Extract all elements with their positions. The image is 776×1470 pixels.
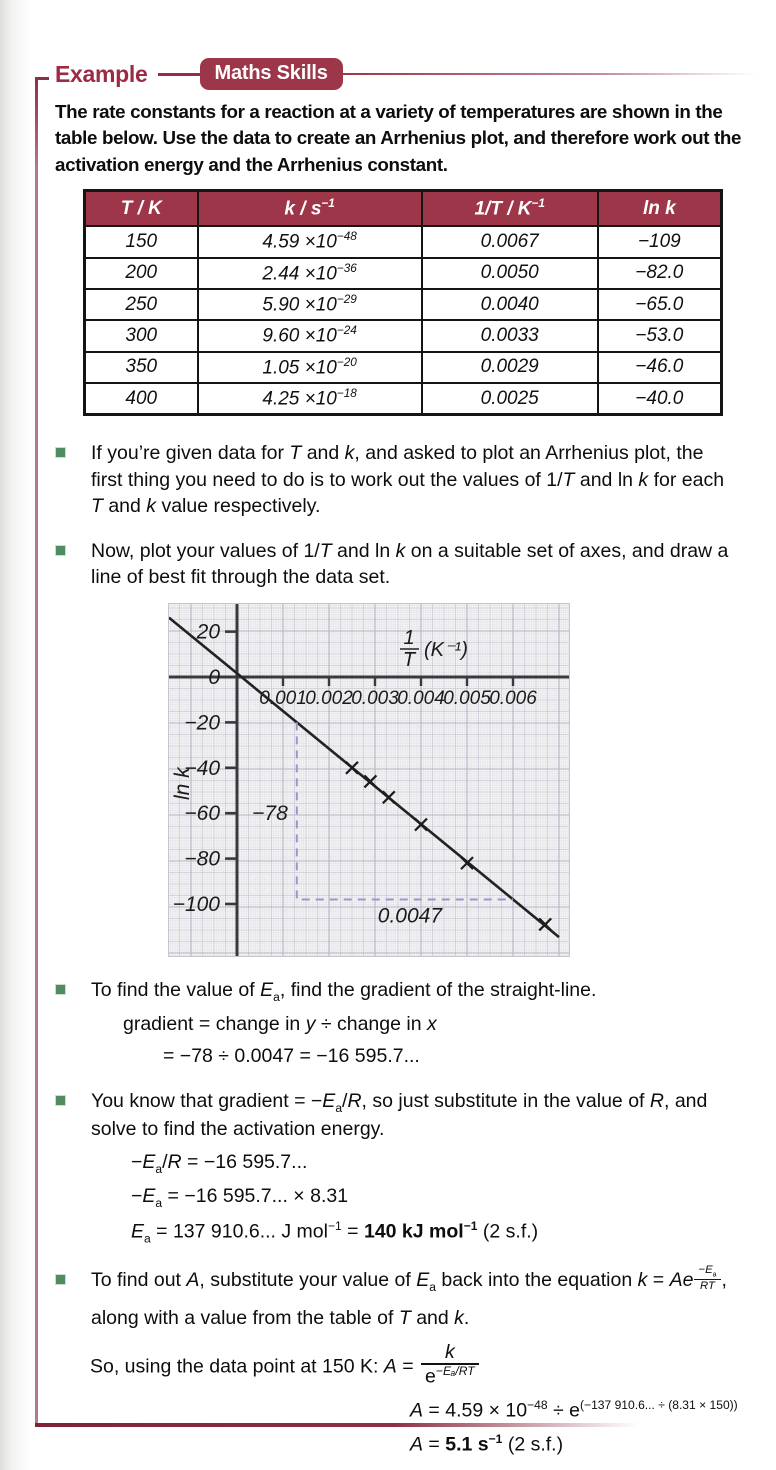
example-dash <box>158 73 200 76</box>
table-header-row <box>85 190 722 226</box>
table-cell: $4.59 \times 10^{-48}$ <box>198 226 422 257</box>
table-cell: −109 <box>598 226 722 257</box>
table-cell: −46.0 <box>598 352 722 383</box>
final-working <box>55 1340 755 1458</box>
header-rule <box>343 73 770 76</box>
bullet-text: You know that gradient = $-E_a/R$, so just substitute in the value of R, and solve to find the activation energy. <box>91 1089 708 1141</box>
x-tick-label: 0.006 <box>489 687 537 709</box>
arrhenius-plot-svg <box>168 603 570 957</box>
table-cell: $2.44 \times 10^{-36}$ <box>198 258 422 289</box>
svg-text:(K⁻¹): (K⁻¹) <box>424 638 468 661</box>
table-cell: 150 <box>85 226 198 257</box>
table-row <box>85 320 722 351</box>
column-header-T: T / K <box>85 190 198 226</box>
equation-line: $A = 4.59 \times 10^{-48} \div e^{(-137 910.6... \div (8.31 \times 150))}$ <box>410 1398 738 1422</box>
table-cell: $9.60 \times 10^{-24}$ <box>198 320 422 351</box>
column-header-lnk: ln k <box>598 190 722 226</box>
bullet-text: To find out A, substitute your value of $E_a$ back into the equation k = Ae $\frac{-E_a}{RT}$ , along with a value from the table of T and k. <box>91 1264 727 1330</box>
maths-skills-badge: Maths Skills <box>200 58 343 90</box>
table-cell: −82.0 <box>598 258 722 289</box>
bullet-item <box>55 1264 755 1332</box>
x-tick-label: 0.001 <box>259 687 307 709</box>
intro-paragraph: The rate constants for a reaction at a variety of temperatures are shown in the table below. Use the data to create an Arrhenius plot, and therefore work out the activation energy and the Arrhenius constant. <box>55 101 742 175</box>
delta-x-label: 0.0047 <box>377 904 443 928</box>
equation-line: $-E_a/R = -16$ 595.7... <box>131 1150 308 1176</box>
y-axis-title: ln k <box>171 767 194 800</box>
bullet-square-icon <box>55 545 66 556</box>
table-cell: $5.90 \times 10^{-29}$ <box>198 289 422 320</box>
bullet-square-icon <box>55 984 66 995</box>
x-tick-label: 0.004 <box>397 687 445 709</box>
y-tick-label: −60 <box>184 802 220 826</box>
equation-line: $E_a = 137$ 910.6... J mol$^{-1}$ = 140 kJ mol$^{-1}$ (2 s.f.) <box>131 1218 539 1246</box>
svg-text:1: 1 <box>403 626 415 649</box>
bullet-square-icon <box>55 447 66 458</box>
bullet-text: If you’re given data for T and k, and asked to plot an Arrhenius plot, the first thing you need to do is to work out the values of 1/T and ln k for each T and k value respectively. <box>91 442 725 518</box>
arrhenius-plot <box>168 603 570 957</box>
table-cell: −40.0 <box>598 383 722 415</box>
table-cell: 300 <box>85 320 198 351</box>
table-row <box>85 226 722 257</box>
bullet-item <box>55 977 755 1070</box>
rate-constant-table <box>83 189 723 416</box>
bullet-item <box>55 1088 755 1247</box>
table-cell: 200 <box>85 258 198 289</box>
column-header-1overT: $1/T / K^{-1}$ <box>422 190 598 226</box>
y-tick-label: 20 <box>196 620 220 644</box>
x-tick-label: 0.005 <box>443 687 491 709</box>
y-tick-label: −100 <box>172 892 220 916</box>
table-cell: $1.05 \times 10^{-20}$ <box>198 352 422 383</box>
bullet-text: To find the value of $E_a$, find the gradient of the straight-line. <box>91 978 597 1004</box>
rate-table-body <box>85 226 722 414</box>
y-tick-label: 0 <box>208 665 220 689</box>
bullet-item <box>55 440 755 520</box>
example-label: Example <box>55 60 148 87</box>
equation-line: A = 5.1 $s^{-1}$ (2 s.f.) <box>410 1432 564 1456</box>
page-edge-shade <box>0 0 30 1470</box>
bullet-square-icon <box>55 1274 66 1285</box>
bullet-text: Now, plot your values of 1/T and ln k on a suitable set of axes, and draw a line of best fit through the data set. <box>91 539 729 589</box>
example-header <box>55 58 770 90</box>
table-row <box>85 289 722 320</box>
delta-y-label: −78 <box>252 801 288 825</box>
x-tick-label: 0.003 <box>351 687 399 709</box>
table-cell: 0.0050 <box>422 258 598 289</box>
equation-line: $-E_a = -16$ 595.7... × 8.31 <box>131 1185 349 1211</box>
example-content <box>55 99 755 1458</box>
table-cell: −65.0 <box>598 289 722 320</box>
bullet-square-icon <box>55 1095 66 1106</box>
table-cell: 400 <box>85 383 198 415</box>
x-tick-label: 0.002 <box>305 687 353 709</box>
svg-text:T: T <box>402 648 416 671</box>
table-cell: 0.0029 <box>422 352 598 383</box>
table-cell: 0.0033 <box>422 320 598 351</box>
column-header-k: k / $s^{-1}$ <box>198 190 422 226</box>
table-row <box>85 383 722 415</box>
equation-line: gradient = change in y ÷ change in x <box>123 1013 437 1036</box>
equation-line: = −78 ÷ 0.0047 = −16 595.7... <box>163 1045 420 1068</box>
table-cell: $4.25 \times 10^{-18}$ <box>198 383 422 415</box>
table-cell: 0.0025 <box>422 383 598 415</box>
table-cell: −53.0 <box>598 320 722 351</box>
frame-corner-bracket <box>35 77 49 80</box>
table-row <box>85 258 722 289</box>
table-cell: 0.0067 <box>422 226 598 257</box>
y-tick-label: −20 <box>184 711 220 735</box>
table-cell: 350 <box>85 352 198 383</box>
table-cell: 250 <box>85 289 198 320</box>
table-cell: 0.0040 <box>422 289 598 320</box>
y-tick-label: −80 <box>184 847 220 871</box>
frame-left-border <box>35 77 38 1426</box>
equation-line: So, using the data point at 150 K: A = $\frac{k}{e^{-E_a/RT}}$ <box>90 1344 755 1390</box>
y-tick-label: −40 <box>184 756 220 780</box>
bullet-item <box>55 538 755 591</box>
table-row <box>85 352 722 383</box>
